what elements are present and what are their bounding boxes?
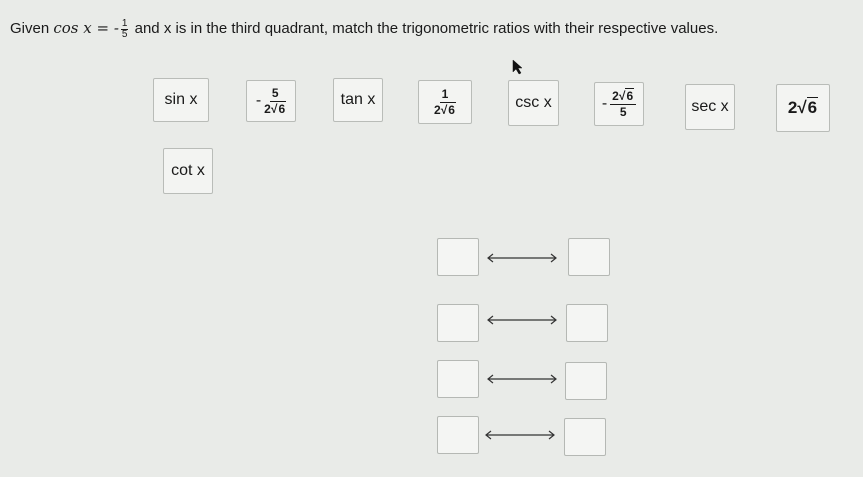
cos-expression: cos x = - — [53, 19, 119, 37]
cos-frac-num: 1 — [121, 17, 128, 29]
root-coef: 2 — [787, 98, 798, 117]
tile-tan-x[interactable] — [333, 78, 383, 122]
mouse-pointer-icon — [512, 59, 524, 75]
tile-neg-5-over-2root6[interactable] — [246, 80, 296, 122]
tile-1-over-2root6[interactable] — [418, 80, 472, 124]
match-slot-left-2[interactable] — [437, 304, 479, 342]
tile-fraction-num: 1 — [441, 86, 449, 101]
tile-fraction — [264, 87, 286, 116]
tile-csc-label: csc x — [515, 94, 552, 111]
tile-fraction-num: 2√6 — [610, 90, 636, 105]
tile-fraction-den: 2√6 — [264, 101, 286, 116]
match-slot-left-4[interactable] — [437, 416, 479, 454]
tile-tan-label: tan x — [340, 91, 376, 108]
match-slot-right-1[interactable] — [568, 238, 610, 276]
den-root: 6 — [448, 102, 455, 117]
root-radicand: 6 — [807, 98, 818, 117]
tile-fraction-den: 2√6 — [434, 102, 455, 117]
num-coef: 2 — [612, 88, 619, 103]
tile-fraction — [434, 88, 456, 117]
match-slot-left-3[interactable] — [437, 360, 479, 398]
double-arrow-icon — [486, 314, 558, 326]
tile-cot-label: cot x — [171, 162, 205, 179]
match-slot-left-1[interactable] — [437, 238, 479, 276]
den-coef: 2 — [264, 101, 271, 116]
tile-2root6[interactable] — [776, 84, 830, 132]
question-text — [10, 18, 718, 40]
num-root: 6 — [626, 88, 634, 103]
tile-root-value: 2√6 — [787, 98, 818, 117]
question-prefix: Given — [10, 20, 54, 37]
tile-fraction-den: 5 — [619, 104, 627, 119]
tile-neg-2root6-over-5[interactable] — [594, 82, 644, 126]
match-slot-right-2[interactable] — [566, 304, 608, 342]
tile-sec-label: sec x — [691, 98, 729, 115]
match-slot-right-4[interactable] — [564, 418, 606, 456]
tile-sin-label: sin x — [164, 91, 198, 108]
tile-neg-sign: - — [255, 92, 262, 109]
tile-sin-x[interactable] — [153, 78, 209, 122]
tile-csc-x[interactable] — [508, 80, 559, 126]
question-suffix: and x is in the third quadrant, match the trigonometric ratios with their respective values. — [130, 20, 719, 37]
cos-frac-den: 5 — [121, 28, 128, 40]
double-arrow-icon — [486, 252, 558, 264]
match-slot-right-3[interactable] — [565, 362, 607, 400]
tile-sec-x[interactable] — [685, 84, 735, 130]
tile-fraction-num: 5 — [271, 85, 279, 100]
tile-neg-sign: - — [601, 95, 608, 112]
cos-fraction — [121, 19, 129, 40]
den-root: 6 — [278, 101, 286, 116]
tile-cot-x[interactable] — [163, 148, 213, 194]
double-arrow-icon — [486, 373, 558, 385]
tile-fraction — [610, 90, 636, 119]
den-coef: 2 — [434, 102, 441, 117]
double-arrow-icon — [484, 429, 556, 441]
